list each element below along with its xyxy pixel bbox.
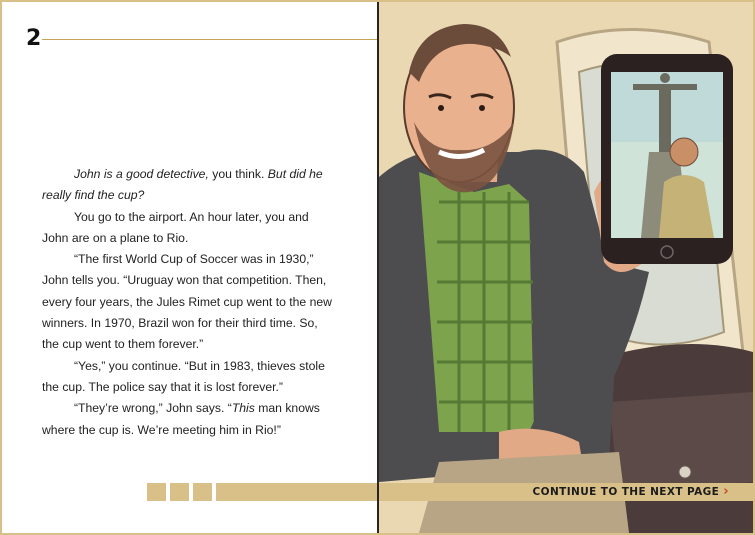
left-page [2,2,377,533]
progress-bar-left [216,483,377,501]
progress-square [147,483,166,501]
seat-button-icon [679,466,691,478]
old-man-head [670,138,698,166]
illustration [379,2,753,533]
progress-square [170,483,189,501]
illustration-panel [379,2,753,533]
story-paragraph-3: “The first World Cup of Soccer was in 1930,” John tells you. “Uruguay won that competition. Then, every four years, the Jules Rimet cup went to the new winners. In 1970, Brazil won for their third time. So, the cup went to them forever.” [42,252,332,352]
story-paragraph-1 [42,164,332,207]
dialogue-b: man knows where the cup is. We’re meeting him in Rio!” [42,401,320,437]
eye [479,105,485,111]
page-number: 2 [26,26,41,51]
story-paragraph-5 [42,398,332,441]
header-rule [42,39,377,40]
continue-bar [379,483,753,501]
progress-square [193,483,212,501]
eye [438,105,444,111]
narration-1: you think. [208,167,268,181]
italic-thought-1: John is a good detective, [74,167,209,181]
story-paragraph-2: You go to the airport. An hour later, you and John are on a plane to Rio. [42,209,309,245]
story-text [42,164,332,441]
italic-thought-2: But did he really find the cup? [42,167,323,203]
statue-head [660,73,670,83]
continue-to-next-page-button[interactable] [533,483,729,501]
dialogue-a: “They’re wrong,” John says. “ [74,401,232,416]
dialogue-emphasis: This [231,401,255,416]
story-paragraph-4: “Yes,” you continue. “But in 1983, thieves stole the cup. The police say that it is lost forever.” [42,358,325,394]
plaid-shirt [419,172,534,432]
continue-label: CONTINUE TO THE NEXT PAGE [532,486,720,498]
chevron-right-icon: › [723,484,729,499]
